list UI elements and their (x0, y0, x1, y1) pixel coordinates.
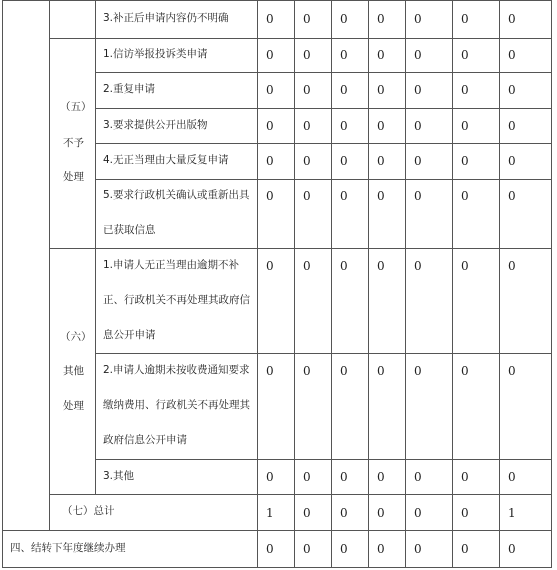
row-label: 缴纳费用、行政机关不再处理其 (103, 399, 250, 411)
cell-value: 0 (461, 119, 469, 133)
cell-value: 0 (461, 154, 469, 168)
group-5-line2: 不予 (63, 137, 84, 149)
cell-value: 0 (303, 470, 311, 484)
cell-value: 0 (266, 48, 274, 62)
cell-value: 0 (414, 364, 422, 378)
cell-value: 0 (508, 12, 516, 26)
cell-value: 0 (266, 154, 274, 168)
cell-value: 0 (414, 470, 422, 484)
cell-value: 0 (340, 154, 348, 168)
total-value: 0 (377, 506, 385, 520)
cell-value: 0 (461, 189, 469, 203)
cell-value: 0 (303, 259, 311, 273)
cell-value: 0 (508, 119, 516, 133)
row-label: 4.无正当理由大量反复申请 (103, 154, 229, 166)
cell-value: 0 (508, 48, 516, 62)
cell-value: 0 (303, 83, 311, 97)
cell-value: 0 (508, 189, 516, 203)
cell-value: 0 (508, 542, 516, 556)
cell-value: 0 (377, 119, 385, 133)
total-value: 0 (303, 506, 311, 520)
cell-value: 0 (414, 12, 422, 26)
cell-value: 0 (340, 189, 348, 203)
cell-value: 0 (508, 364, 516, 378)
cell-value: 0 (303, 364, 311, 378)
cell-value: 0 (377, 364, 385, 378)
row-label: 3.补正后申请内容仍不明确 (103, 12, 229, 24)
cell-value: 0 (266, 119, 274, 133)
cell-value: 0 (340, 259, 348, 273)
group-5-line1: （五） (60, 101, 92, 113)
group-6-line2: 其他 (63, 365, 84, 377)
cell-value: 0 (377, 189, 385, 203)
cell-value: 0 (303, 48, 311, 62)
cell-value: 0 (303, 154, 311, 168)
cell-value: 0 (377, 48, 385, 62)
cell-value: 0 (340, 48, 348, 62)
total-value: 0 (461, 506, 469, 520)
row-label: 3.其他 (103, 470, 135, 482)
cell-value: 0 (266, 542, 274, 556)
total-value: 0 (340, 506, 348, 520)
cell-value: 0 (414, 48, 422, 62)
row-label: 1.申请人无正当理由逾期不补 (103, 259, 240, 271)
cell-value: 0 (414, 119, 422, 133)
cell-value: 0 (461, 83, 469, 97)
row-label-carryover: 四、结转下年度继续办理 (10, 542, 126, 554)
cell-value: 0 (414, 189, 422, 203)
cell-value: 0 (266, 364, 274, 378)
cell-value: 0 (414, 542, 422, 556)
row-label-total: （七）总计 (62, 505, 115, 517)
cell-value: 0 (508, 470, 516, 484)
cell-value: 0 (303, 12, 311, 26)
cell-value: 0 (340, 364, 348, 378)
cell-value: 0 (303, 189, 311, 203)
row-label: 5.要求行政机关确认或重新出具 (103, 189, 250, 201)
total-value: 0 (414, 506, 422, 520)
cell-value: 0 (340, 542, 348, 556)
group-6-line1: （六） (60, 331, 92, 343)
cell-value: 0 (266, 470, 274, 484)
cell-value: 0 (266, 83, 274, 97)
cell-value: 0 (461, 364, 469, 378)
cell-value: 0 (340, 119, 348, 133)
cell-value: 0 (266, 12, 274, 26)
cell-value: 0 (377, 83, 385, 97)
cell-value: 0 (461, 470, 469, 484)
cell-value: 0 (266, 189, 274, 203)
group-5-line3: 处理 (63, 171, 84, 183)
total-value: 1 (508, 506, 516, 520)
cell-value: 0 (461, 259, 469, 273)
cell-value: 0 (508, 83, 516, 97)
cell-value: 0 (303, 119, 311, 133)
cell-value: 0 (461, 12, 469, 26)
row-label: 已获取信息 (103, 224, 156, 236)
row-label: 息公开申请 (103, 329, 156, 341)
cell-value: 0 (377, 154, 385, 168)
row-label: 1.信访举报投诉类申请 (103, 48, 208, 60)
cell-value: 0 (461, 48, 469, 62)
total-value: 1 (266, 506, 274, 520)
group-6-line3: 处理 (63, 400, 84, 412)
cell-value: 0 (266, 259, 274, 273)
row-label: 2.重复申请 (103, 83, 156, 95)
row-label: 2.申请人逾期未按收费通知要求 (103, 364, 250, 376)
cell-value: 0 (377, 470, 385, 484)
cell-value: 0 (377, 259, 385, 273)
disclosure-table (2, 0, 552, 568)
cell-value: 0 (303, 542, 311, 556)
cell-value: 0 (461, 542, 469, 556)
row-label: 正、行政机关不再处理其政府信 (103, 294, 250, 306)
row-label: 政府信息公开申请 (103, 434, 187, 446)
cell-value: 0 (340, 12, 348, 26)
cell-value: 0 (377, 12, 385, 26)
cell-value: 0 (340, 83, 348, 97)
cell-value: 0 (414, 259, 422, 273)
cell-value: 0 (340, 470, 348, 484)
cell-value: 0 (377, 542, 385, 556)
cell-value: 0 (414, 154, 422, 168)
cell-value: 0 (508, 154, 516, 168)
cell-value: 0 (508, 259, 516, 273)
cell-value: 0 (414, 83, 422, 97)
row-label: 3.要求提供公开出版物 (103, 119, 208, 131)
